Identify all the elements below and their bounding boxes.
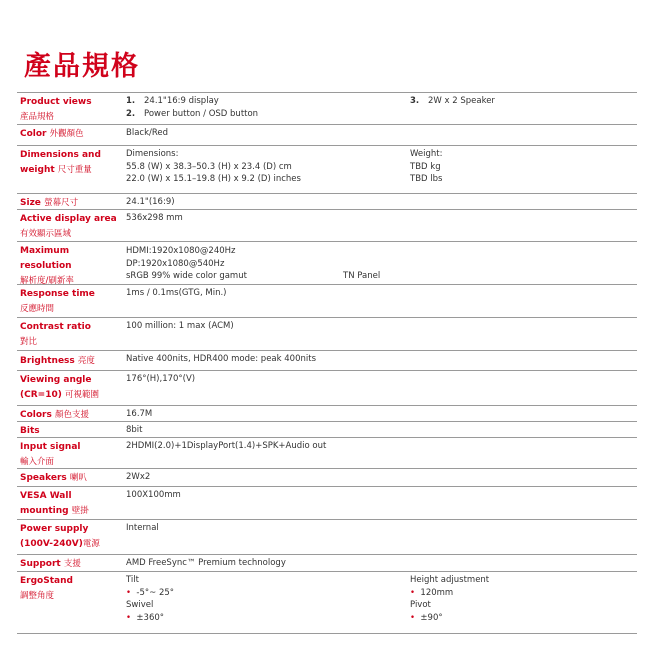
row-value bbox=[126, 95, 258, 120]
spec-row-dimensions bbox=[17, 145, 637, 193]
list-item: 1. 24.1"16:9 display bbox=[126, 96, 219, 106]
row-label: Brightness 亮度 bbox=[20, 356, 95, 366]
row-label: Bits bbox=[20, 426, 40, 436]
bullet-icon: • bbox=[126, 587, 132, 598]
spec-row-color bbox=[17, 124, 637, 145]
row-label bbox=[20, 95, 120, 125]
row-value: Tilt • -5°~ 25° Swivel • ±360° bbox=[126, 575, 175, 623]
row-label: Color 外觀顏色 bbox=[20, 129, 84, 139]
spec-row-input-signal bbox=[17, 437, 637, 469]
bullet-icon: • bbox=[410, 612, 416, 623]
row-label: Active display area 有效顯示區域 bbox=[20, 214, 117, 239]
row-label: Size 螢幕尺寸 bbox=[20, 198, 79, 208]
row-label: Speakers 喇叭 bbox=[20, 473, 87, 483]
row-value-right bbox=[410, 95, 495, 108]
row-value: 100 million: 1 max (ACM) bbox=[126, 321, 234, 331]
row-value: 24.1"(16:9) bbox=[126, 197, 175, 207]
row-label: Viewing angle (CR=10) 可視範圍 bbox=[20, 375, 99, 400]
row-value: 536x298 mm bbox=[126, 213, 183, 223]
row-label: Dimensions and weight 尺寸重量 bbox=[20, 150, 101, 175]
spec-row-response-time bbox=[17, 284, 637, 317]
row-value: AMD FreeSync™ Premium technology bbox=[126, 558, 286, 568]
list-item: 3. 2W x 2 Speaker bbox=[410, 96, 495, 106]
spec-row-power bbox=[17, 519, 637, 553]
spec-row-size bbox=[17, 193, 637, 210]
label-zh: 產品規格 bbox=[20, 112, 55, 122]
row-value: Black/Red bbox=[126, 128, 169, 138]
row-label: Support 支援 bbox=[20, 559, 81, 569]
row-value: 2HDMI(2.0)+1DisplayPort(1.4)+SPK+Audio out bbox=[126, 441, 327, 451]
row-value: 176°(H),170°(V) bbox=[126, 374, 196, 384]
row-value: Dimensions: 55.8 (W) x 38.3–50.3 (H) x 23.4 (D) cm 22.0 (W) x 15.1–19.8 (H) x 9.2 (D) inches bbox=[126, 149, 301, 184]
row-value: 1ms / 0.1ms(GTG, Min.) bbox=[126, 288, 227, 298]
row-value: 8bit bbox=[126, 425, 143, 435]
spec-row-contrast bbox=[17, 317, 637, 351]
spec-row-brightness bbox=[17, 350, 637, 371]
row-label: Response time 反應時間 bbox=[20, 289, 95, 314]
spec-row-product-views bbox=[17, 92, 637, 125]
bullet-icon: • bbox=[410, 587, 416, 598]
row-value: 2Wx2 bbox=[126, 472, 151, 482]
row-label: Colors 顏色支援 bbox=[20, 410, 90, 420]
spec-row-colors bbox=[17, 405, 637, 422]
row-value: 16.7M bbox=[126, 409, 153, 419]
spec-row-active-area bbox=[17, 209, 637, 241]
row-label: ErgoStand 調整角度 bbox=[20, 576, 73, 601]
page-title: 產品規格 bbox=[24, 51, 140, 82]
row-value: HDMI:1920x1080@240Hz DP:1920x1080@540Hz sRGB 99% wide color gamut bbox=[126, 246, 247, 281]
row-value-right: Weight: TBD kg TBD lbs bbox=[410, 149, 443, 184]
row-value-right: Height adjustment • 120mm Pivot • ±90° bbox=[410, 575, 490, 623]
bullet-icon: • bbox=[126, 612, 132, 623]
row-label: Contrast ratio 對比 bbox=[20, 322, 91, 347]
row-label: VESA Wall mounting 壁掛 bbox=[20, 491, 89, 516]
row-label: Input signal 輸入介面 bbox=[20, 442, 81, 467]
label-en: Product views bbox=[20, 97, 92, 107]
spec-row-support bbox=[17, 554, 637, 571]
panel-type: TN Panel bbox=[343, 271, 381, 281]
list-item: 2. Power button / OSD button bbox=[126, 108, 259, 119]
spec-row-viewing-angle bbox=[17, 370, 637, 403]
row-value: Internal bbox=[126, 523, 159, 533]
row-value: Native 400nits, HDR400 mode: peak 400nits bbox=[126, 354, 316, 364]
spec-row-resolution bbox=[17, 241, 637, 284]
spec-row-vesa bbox=[17, 486, 637, 520]
row-label: Maximum resolution 解析度/刷新率 bbox=[20, 246, 74, 286]
row-label: Power supply (100V-240V)電源 bbox=[20, 524, 100, 549]
row-value: 100X100mm bbox=[126, 490, 181, 500]
spec-row-ergostand bbox=[17, 571, 637, 634]
spec-row-bits bbox=[17, 421, 637, 438]
spec-row-speakers bbox=[17, 468, 637, 486]
